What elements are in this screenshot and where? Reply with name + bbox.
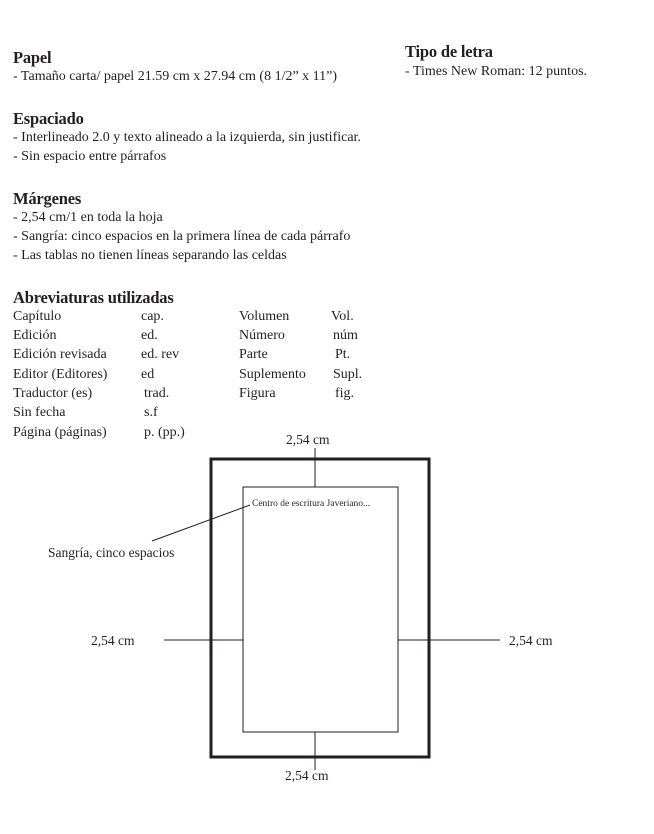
abbr-short: ed. rev <box>141 347 180 362</box>
tipo-letra-line-1: - Times New Roman: 12 puntos. <box>405 64 588 79</box>
papel-heading: Papel <box>13 48 52 67</box>
abbr-short: Vol. <box>331 309 354 324</box>
abreviaturas-heading: Abreviaturas utilizadas <box>13 288 174 307</box>
abbr-term: Suplemento <box>239 367 306 382</box>
margenes-heading: Márgenes <box>13 189 82 208</box>
abbr-term: Capítulo <box>13 309 62 324</box>
indent-pointer-line <box>152 505 250 541</box>
abbr-short: ed. <box>141 328 158 343</box>
abbr-short: núm <box>333 328 358 343</box>
abbr-term: Página (páginas) <box>13 425 107 440</box>
tipo-letra-heading: Tipo de letra <box>405 42 493 61</box>
right-margin-label: 2,54 cm <box>509 633 553 648</box>
abbr-term: Sin fecha <box>13 405 66 420</box>
margenes-line-3: - Las tablas no tienen líneas separando las celdas <box>13 248 287 263</box>
margenes-line-1: - 2,54 cm/1 en toda la hoja <box>13 210 163 225</box>
papel-line-1: - Tamaño carta/ papel 21.59 cm x 27.94 cm (8 1/2” x 11”) <box>13 69 338 84</box>
abbr-term: Traductor (es) <box>13 386 93 401</box>
sample-text: Centro de escritura Javeriano... <box>252 499 371 509</box>
abbr-short: Pt. <box>335 347 351 362</box>
top-margin-label: 2,54 cm <box>286 432 330 447</box>
abbr-short: p. (pp.) <box>144 425 185 440</box>
abbr-term: Edición <box>13 328 57 343</box>
abbr-term: Parte <box>239 347 268 362</box>
abbr-term: Número <box>239 328 285 343</box>
abbr-short: s.f <box>144 405 158 420</box>
espaciado-heading: Espaciado <box>13 109 84 128</box>
abbr-short: ed <box>141 367 155 382</box>
abbr-short: trad. <box>144 386 170 401</box>
margenes-line-2: - Sangría: cinco espacios en la primera línea de cada párrafo <box>13 229 351 244</box>
abbr-term: Editor (Editores) <box>13 367 108 382</box>
text-area-outline <box>243 487 398 732</box>
abbr-short: fig. <box>335 386 355 401</box>
abbr-term: Edición revisada <box>13 347 107 362</box>
espaciado-line-1: - Interlineado 2.0 y texto alineado a la izquierda, sin justificar. <box>13 130 361 145</box>
indent-label: Sangría, cinco espacios <box>48 545 175 560</box>
abbr-short: Supl. <box>333 367 363 382</box>
left-margin-label: 2,54 cm <box>91 633 135 648</box>
espaciado-line-2: - Sin espacio entre párrafos <box>13 149 167 164</box>
abbr-term: Volumen <box>239 309 290 324</box>
abbr-term: Figura <box>239 386 276 401</box>
abbr-short: cap. <box>141 309 164 324</box>
bottom-margin-label: 2,54 cm <box>285 768 329 783</box>
